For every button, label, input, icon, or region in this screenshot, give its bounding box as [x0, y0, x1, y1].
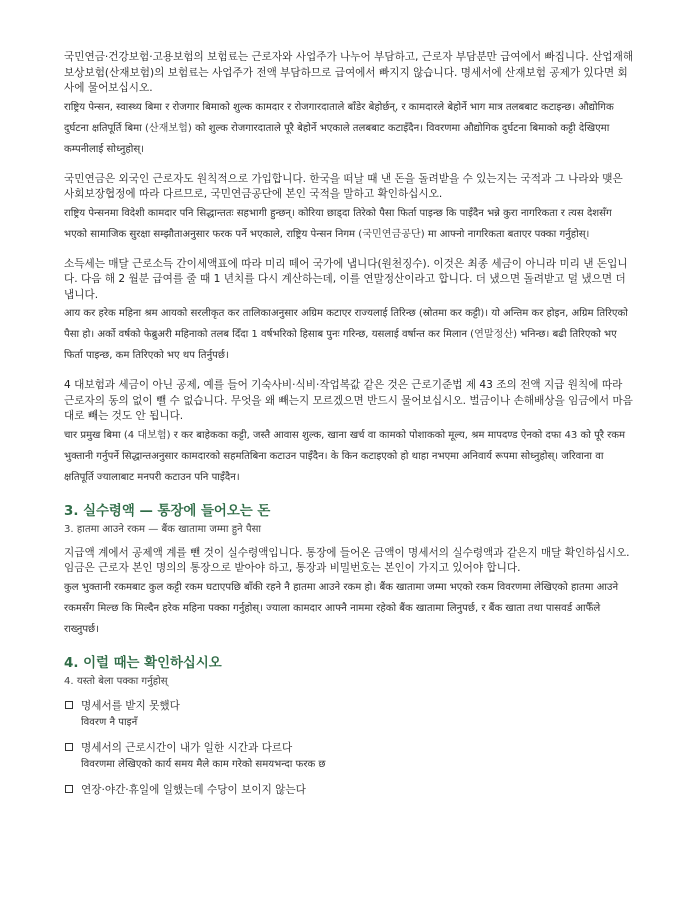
paragraph-korean: 지급액 계에서 공제액 계를 뺀 것이 실수령액입니다. 통장에 들어온 금액이 명세서의 실수령액과 같은지 매달 확인하십시오. 임금은 근로자 본인 명의의 통장으로 받아야 하고, 통장과 비밀번호는 본인이 가지고 있어야 합니다. — [64, 546, 630, 574]
paragraph-nepali: आय कर हरेक महिना श्रम आयको सरलीकृत कर तालिकाअनुसार अग्रिम कटाएर राज्यलाई तिरिन्छ (स्रोतमा कर कट्टी)। यो अन्तिम कर होइन, अग्रिम तिरिएको पैसा हो। अर्को वर्षको फेब्रुअरी महिनाको तलब दिँदा 1 वर्षभरिको हिसाब पुनः गरिन्छ, यसलाई वर्षान्त कर मिलान (연말정산) भनिन्छ। बढी तिरिएको भए फिर्ता पाइन्छ, कम तिरिएको भए थप तिर्नुपर्छ। — [64, 308, 628, 361]
paragraph-korean: 국민연금은 외국인 근로자도 원칙적으로 가입합니다. 한국을 떠날 때 낸 돈을 돌려받을 수 있는지는 국적과 그 나라와 맺은 사회보장협정에 따라 다르므로, 국민연금공단에 본인 국적을 말하고 확인하십시오. — [64, 172, 623, 200]
paragraph-nepali: राष्ट्रिय पेन्सनमा विदेशी कामदार पनि सिद्धान्ततः सहभागी हुन्छन्। कोरिया छाड्दा तिरेको पैसा फिर्ता पाइन्छ कि पाइँदैन भन्ने कुरा नागरिकता र त्यस देशसँग भएको सामाजिक सुरक्षा सम्झौताअनुसार फरक पर्ने भएकाले, राष्ट्रिय पेन्सन निगम (국민연금공단) मा आफ्नो नागरिकता बताएर पक्का गर्नुहोस्। — [64, 207, 612, 240]
checklist-item — [64, 782, 634, 798]
paragraph-korean: 국민연금·건강보험·고용보험의 보험료는 근로자와 사업주가 나누어 부담하고, 근로자 부담분만 급여에서 빠집니다. 산업재해보상보험(산재보험)의 보험료는 사업주가 전액 부담하므로 급여에서 빠지지 않습니다. 명세서에 산재보험 공제가 있다면 회사에 물어보십시오. — [64, 51, 634, 94]
paragraph-national-pension — [64, 172, 634, 245]
paragraph-korean: 4 대보험과 세금이 아닌 공제, 예를 들어 기숙사비·식비·작업복값 같은 것은 근로기준법 제 43 조의 전액 지급 원칙에 따라 근로자의 동의 없이 뺄 수 없습니다. 무엇을 왜 빼는지 모르겠으면 반드시 물어보십시오. 벌금이나 손해배상을 임금에서 마음대로 빼는 것도 안 됩니다. — [64, 379, 633, 422]
checklist-item — [64, 740, 634, 773]
section-3-subheading: 3. हातमा आउने रकम — बैंक खातामा जम्मा हुने पैसा — [64, 523, 262, 535]
section-4-heading: 4. 이럴 때는 확인하십시오 — [64, 655, 222, 671]
checkbox-icon — [65, 701, 73, 709]
checklist-item — [64, 698, 634, 731]
section-3-heading: 3. 실수령액 — 통장에 들어오는 돈 — [64, 503, 271, 519]
paragraph-net-pay — [64, 546, 634, 640]
document-body — [64, 50, 634, 807]
checklist-item-korean: 명세서의 근로시간이 내가 일한 시간과 다르다 — [81, 741, 293, 754]
paragraph-korean: 소득세는 매달 근로소득 간이세액표에 따라 미리 떼어 국가에 냅니다(원천징수). 이것은 최종 세금이 아니라 미리 낸 돈입니다. 다음 해 2 월분 급여를 줄 때 1 년치를 다시 계산하는데, 이를 연말정산이라고 합니다. 더 냈으면 돌려받고 덜 냈으면 더 냅니다. — [64, 257, 628, 301]
paragraph-social-insurance — [64, 50, 634, 160]
paragraph-income-tax — [64, 257, 634, 367]
paragraph-nepali: राष्ट्रिय पेन्सन, स्वास्थ्य बिमा र रोजगार बिमाको शुल्क कामदार र रोजगारदाताले बाँडेर बेहोर्छन्, र कामदारले बेहोर्ने भाग मात्र तलबबाट कटाइन्छ। औद्योगिक दुर्घटना क्षतिपूर्ति बिमा (산재보험) को शुल्क रोजगारदाताले पूरै बेहोर्ने भएकाले तलबबाट कटाइँदैन। विवरणमा औद्योगिक दुर्घटना बिमाको कट्टी देखिएमा कम्पनीलाई सोध्नुहोस्। — [64, 101, 614, 155]
checkbox-icon — [65, 743, 73, 751]
checklist-item-korean: 명세서를 받지 못했다 — [81, 699, 180, 712]
checklist-item-korean: 연장·야간·휴일에 일했는데 수당이 보이지 않는다 — [81, 783, 306, 796]
paragraph-nepali: कुल भुक्तानी रकमबाट कुल कट्टी रकम घटाएपछि बाँकी रहने नै हातमा आउने रकम हो। बैंक खातामा जम्मा भएको रकम विवरणमा लेखिएको हातमा आउने रकमसँग मिल्छ कि मिल्दैन हरेक महिना पक्का गर्नुहोस्। ज्याला कामदार आफ्नै नाममा रहेको बैंक खातामा लिनुपर्छ, र बैंक खाता तथा पासवर्ड आफैँले राख्नुपर्छ। — [64, 581, 619, 635]
checklist-item-nepali: विवरणमा लेखिएको कार्य समय मैले काम गरेको समयभन्दा फरक छ — [81, 758, 326, 770]
checkbox-icon — [65, 785, 73, 793]
section-4-subheading: 4. यस्तो बेला पक्का गर्नुहोस् — [64, 675, 168, 687]
checklist — [64, 698, 634, 798]
paragraph-nepali: चार प्रमुख बिमा (4 대보험) र कर बाहेकका कट्टी, जस्तै आवास शुल्क, खाना खर्च वा कामको पोशाकको मूल्य, श्रम मापदण्ड ऐनको दफा 43 को पूरै रकम भुक्तानी गर्नुपर्ने सिद्धान्तअनुसार कामदारको सहमतिबिना कटाउन पाइँदैन। के किन कटाइएको हो थाहा नभएमा अनिवार्य रूपमा सोध्नुहोस्। जरिवाना वा क्षतिपूर्ति ज्यालाबाट मनपरी कटाउन पनि पाइँदैन। — [64, 429, 626, 483]
paragraph-other-deductions — [64, 378, 634, 488]
checklist-item-nepali: विवरण नै पाइनँ — [81, 716, 138, 728]
